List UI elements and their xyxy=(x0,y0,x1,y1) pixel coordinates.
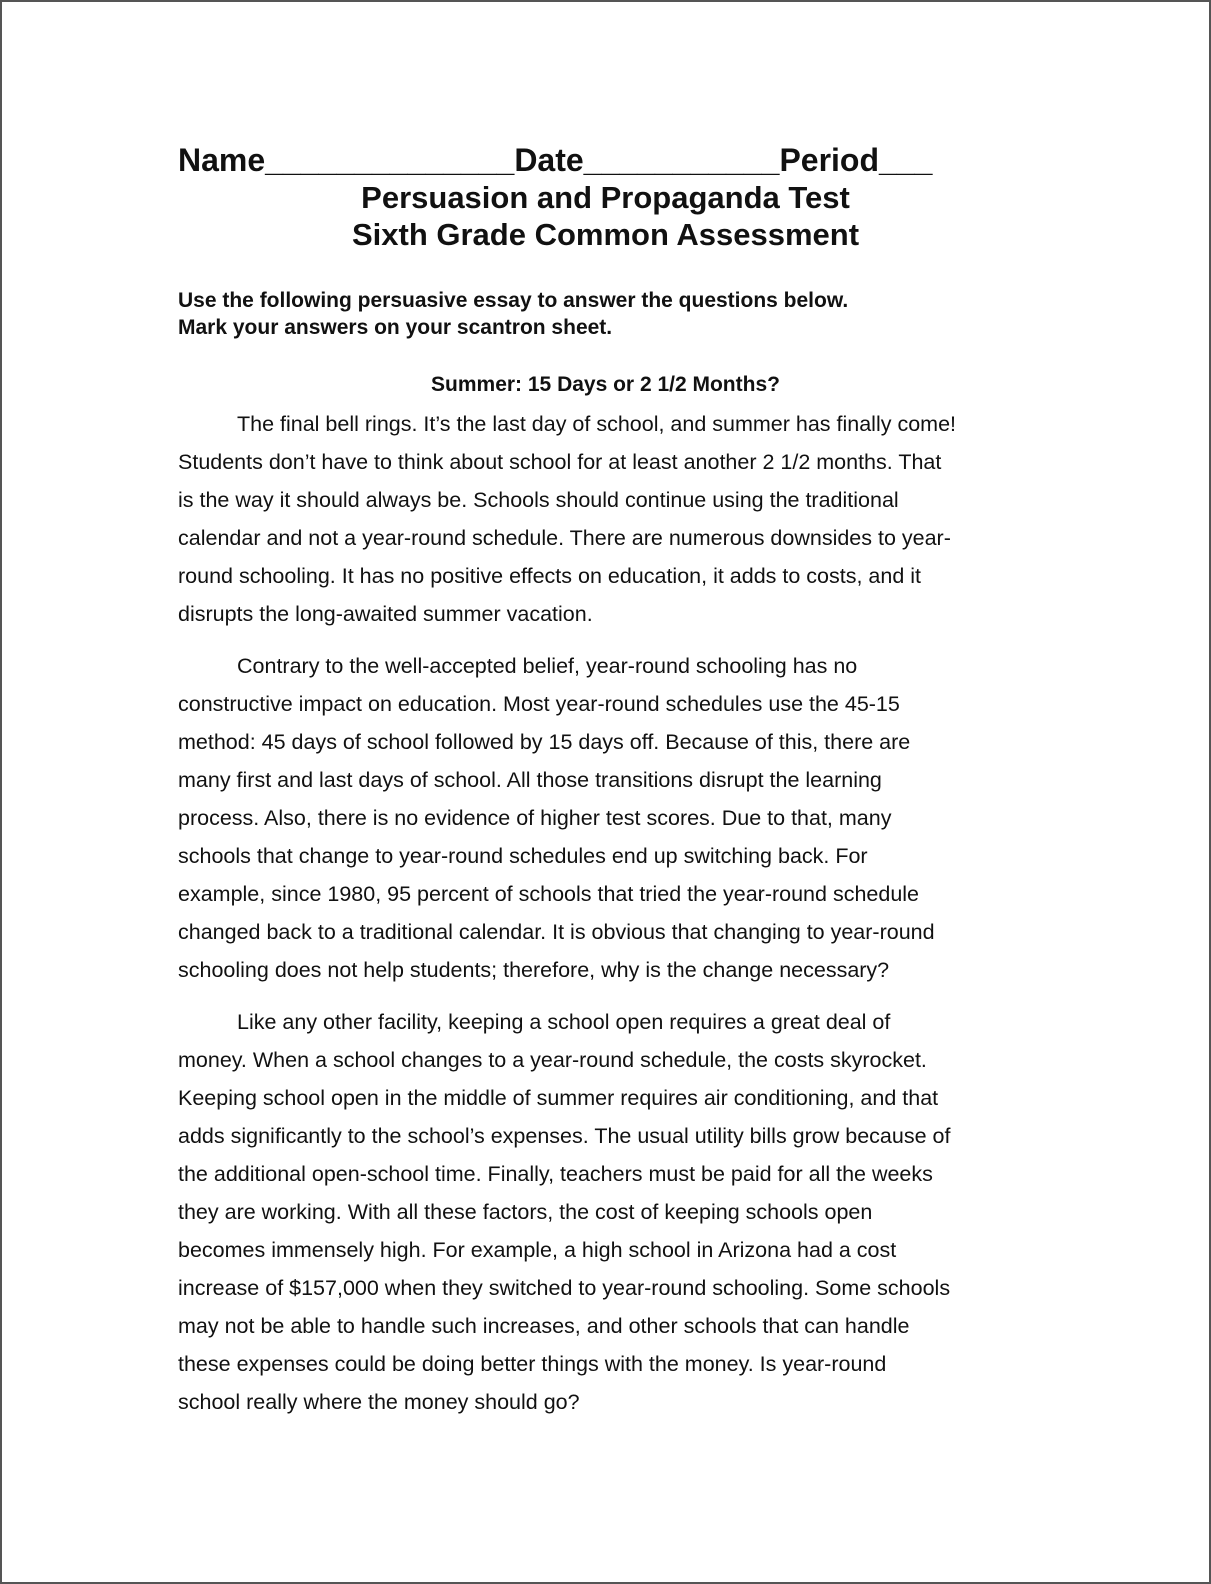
instructions-line: Use the following persuasive essay to answer the questions below. xyxy=(178,289,849,312)
essay-line: Like any other facility, keeping a school open requires a great deal of xyxy=(237,1010,891,1034)
instructions-line: Mark your answers on your scantron sheet. xyxy=(178,316,613,339)
essay-paragraph xyxy=(178,405,1038,633)
essay-line: The final bell rings. It’s the last day of school, and summer has finally come! xyxy=(237,412,957,436)
essay-line: the additional open-school time. Finally, teachers must be paid for all the weeks xyxy=(178,1162,933,1186)
essay-line: disrupts the long-awaited summer vacation. xyxy=(178,602,593,626)
essay-line: school really where the money should go? xyxy=(178,1390,580,1414)
essay-line: adds significantly to the school’s expenses. The usual utility bills grow because of xyxy=(178,1124,951,1148)
essay-line: increase of $157,000 when they switched to year-round schooling. Some schools xyxy=(178,1276,951,1300)
test-title: Persuasion and Propaganda Test xyxy=(361,180,850,215)
essay-line: calendar and not a year-round schedule. There are numerous downsides to year- xyxy=(178,526,951,550)
essay-line: Keeping school open in the middle of summer requires air conditioning, and that xyxy=(178,1086,939,1110)
name-date-period-line: Name______________Date___________Period___ xyxy=(178,142,933,178)
essay-line: round schooling. It has no positive effects on education, it adds to costs, and it xyxy=(178,564,922,588)
essay-line: these expenses could be doing better things with the money. Is year-round xyxy=(178,1352,887,1376)
essay-line: many first and last days of school. All those transitions disrupt the learning xyxy=(178,768,882,792)
essay-line: process. Also, there is no evidence of higher test scores. Due to that, many xyxy=(178,806,892,830)
essay-line: constructive impact on education. Most year-round schedules use the 45-15 xyxy=(178,692,900,716)
essay-line: Contrary to the well-accepted belief, year-round schooling has no xyxy=(237,654,858,678)
essay-line: becomes immensely high. For example, a high school in Arizona had a cost xyxy=(178,1238,897,1262)
essay-title: Summer: 15 Days or 2 1/2 Months? xyxy=(431,373,780,396)
essay-line: schools that change to year-round schedules end up switching back. For xyxy=(178,844,868,868)
instructions xyxy=(178,287,1038,341)
essay-line: changed back to a traditional calendar. It is obvious that changing to year-round xyxy=(178,920,935,944)
essay-line: Students don’t have to think about school for at least another 2 1/2 months. That xyxy=(178,450,942,474)
essay-paragraph xyxy=(178,1003,1038,1421)
essay-line: example, since 1980, 95 percent of schools that tried the year-round schedule xyxy=(178,882,920,906)
test-subtitle: Sixth Grade Common Assessment xyxy=(351,217,860,252)
essay-line: may not be able to handle such increases, and other schools that can handle xyxy=(178,1314,910,1338)
essay-line: schooling does not help students; therefore, why is the change necessary? xyxy=(178,958,890,982)
essay-paragraph xyxy=(178,647,1038,989)
essay-line: money. When a school changes to a year-round schedule, the costs skyrocket. xyxy=(178,1048,927,1072)
essay-line: they are working. With all these factors, the cost of keeping schools open xyxy=(178,1200,873,1224)
essay-line: method: 45 days of school followed by 15 days off. Because of this, there are xyxy=(178,730,911,754)
essay-line: is the way it should always be. Schools should continue using the traditional xyxy=(178,488,899,512)
worksheet-content xyxy=(178,141,1038,1421)
